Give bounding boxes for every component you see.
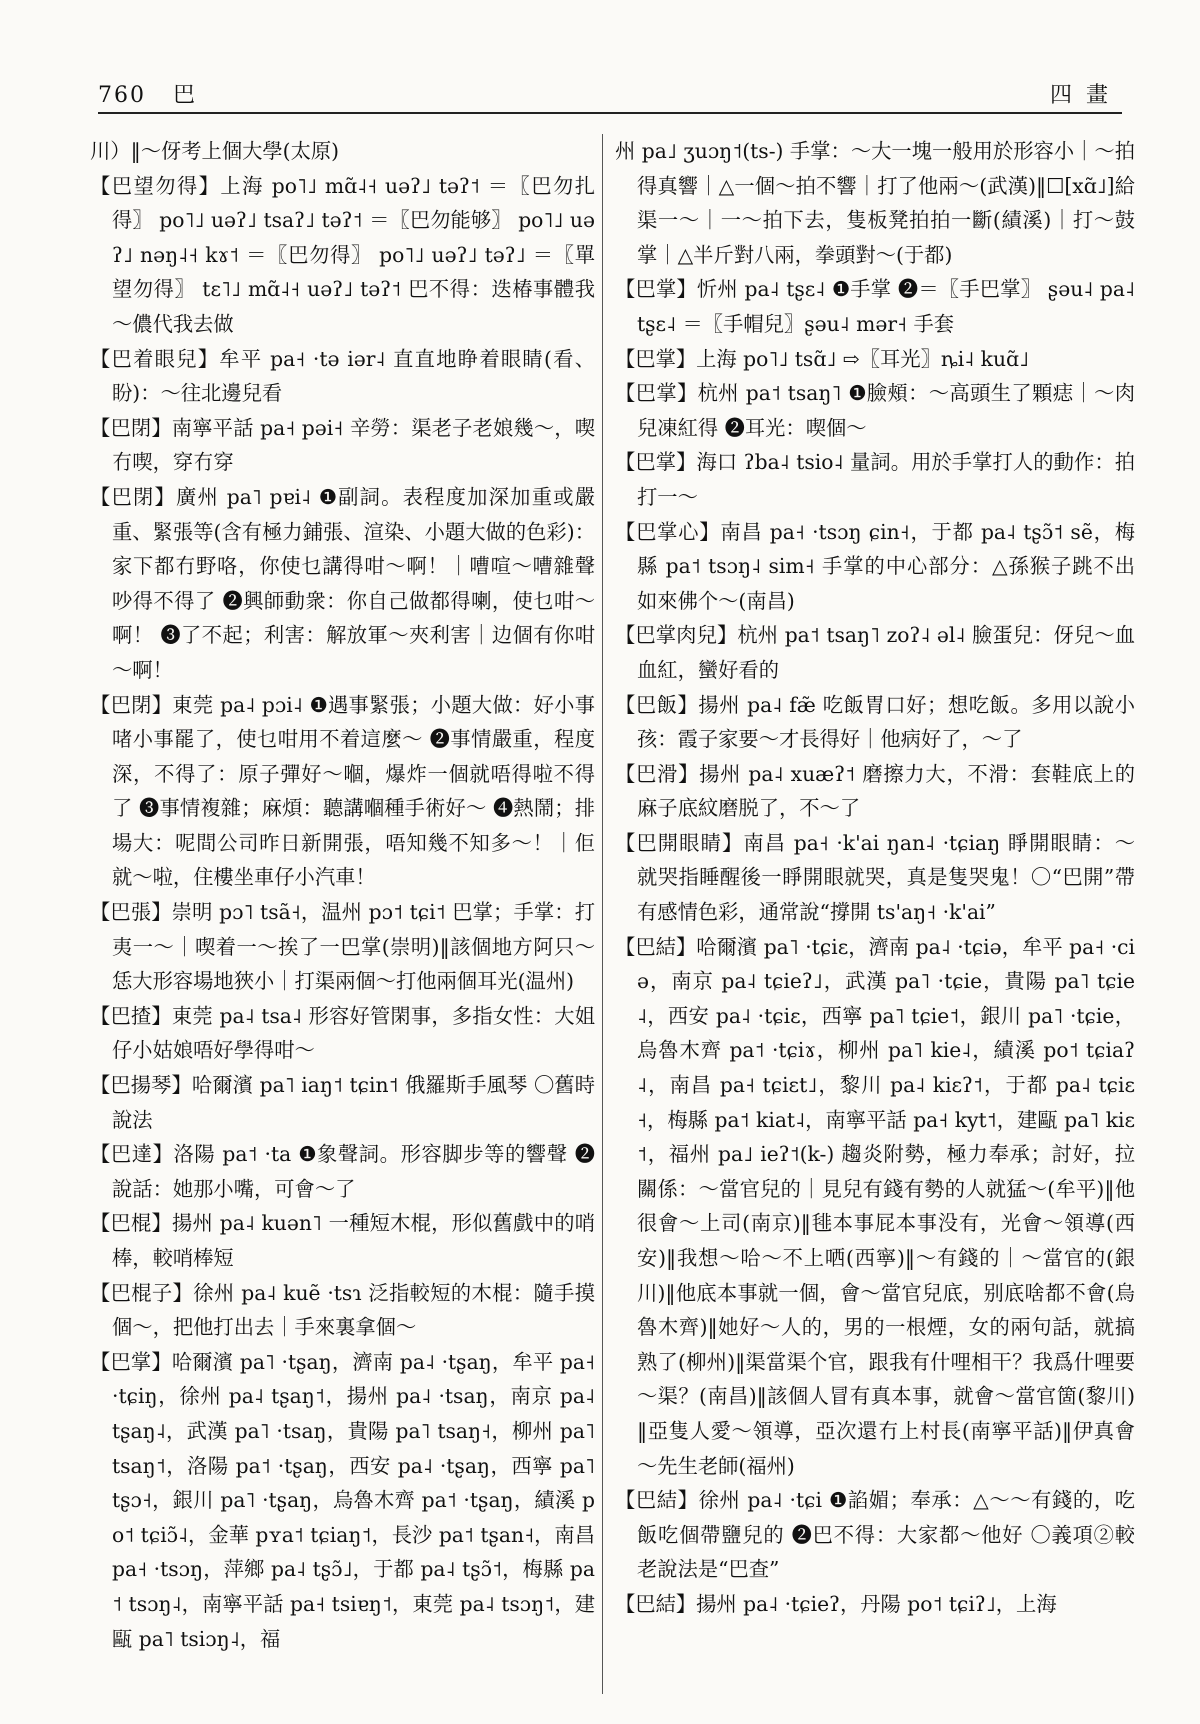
right-column [615,134,1135,1622]
dictionary-entry: 【巴閉】南寧平話 pa˧ pəi˧ 辛勞：渠老子老娘幾～，喫冇喫，穿冇穿 [90,415,595,475]
page-number: 760 [98,83,146,108]
dictionary-entry: 【巴棍】揚州 pa˨ kuən˥ 一種短木棍，形似舊戲中的哨棒，較哨棒短 [90,1211,595,1270]
head-character: 巴 [173,83,198,108]
dictionary-entry: 【巴掌心】南昌 pa˧ ·tsɔŋ ɕin˧，于都 pa˨ tʂɔ̃˦ sẽ，梅縣 pa˦ tsɔŋ˨ sim˧ 手掌的中心部分：△孫猴子跳不出如來佛个～(南昌) [615,519,1135,613]
dictionary-entry: 川）‖～伢考上個大學(太原) [90,139,340,163]
dictionary-entry: 【巴掌】忻州 pa˨ tʂɛ˨ ❶手掌 ❷＝〖手巴掌〗 ʂəu˨ pa˨ tʂɛ˨ ＝〖手帽兒〗ʂəu˨ mər˧ 手套 [615,277,1135,336]
dictionary-entry: 【巴開眼睛】南昌 pa˧ ·k'ai ŋan˨ ·tɕiaŋ 睜開眼睛：～就哭指睡醒後一睜開眼就哭，真是隻哭鬼！〇“巴開”帶有感情色彩，通常說“撐開 ts'aŋ˧ ·k'ai” [615,830,1135,925]
dictionary-entry: 【巴揚琴】哈爾濱 pa˥ iaŋ˦ tɕin˦ 俄羅斯手風琴 〇舊時說法 [90,1073,595,1132]
dictionary-entry: 【巴達】洛陽 pa˦ ·ta ❶象聲詞。形容脚步等的響聲 ❷說話：她那小嘴，可會～了 [90,1142,595,1201]
dictionary-entry: 【巴閉】東莞 pa˨ pɔi˨ ❶遇事緊張；小題大做：好小事啫小事罷了，使乜咁用不着這麼～ ❷事情嚴重，程度深，不得了：原子彈好～嗰，爆炸一個就唔得啦不得了 ❸事情複雜；麻煩：聽講嗰種手術好～ ❹熱鬧；排場大：呢間公司昨日新開張，唔知幾不知多～！｜佢就～啦，住樓坐車仔小汽車！ [90,692,595,890]
dictionary-entry: 【巴結】揚州 pa˨ ·tɕieʔ，丹陽 po˦ tɕiʔ˩，上海 [615,1591,1057,1616]
dictionary-entry: 州 pa˩ ʒuɔŋ˦(ts-) 手掌：～大一塊一般用於形容小｜～拍得真響｜△一個～拍不響｜打了他兩～(武漢)‖☐[xɑ̃˩]給渠一～｜一～拍下去，隻板凳拍拍一斷(績溪)｜打～鼓掌｜△半斤對八兩，拳頭對～(于都) [615,139,1135,267]
dictionary-entry: 【巴張】崇明 pɔ˥ tsã˧，温州 pɔ˦ tɕi˦ 巴掌；手掌：打夷一～｜喫着一～挨了一巴掌(崇明)‖該個地方阿只～恁大形容場地狹小｜打渠兩個～打他兩個耳光(温州) [90,900,595,994]
dictionary-entry: 【巴掌】上海 po˥˩ tsɑ̃˩ ⇨〖耳光〗ȵi˨ kuɑ̃˩ [615,346,1030,371]
dictionary-entry: 【巴掌】哈爾濱 pa˥ ·tʂaŋ，濟南 pa˨ ·tʂaŋ，牟平 pa˧ ·tɕiŋ，徐州 pa˨ tʂaŋ˦，揚州 pa˨ ·tsaŋ，南京 pa˨ tʂaŋ˨，武漢 pa˥ ·tsaŋ，貴陽 pa˥ tsaŋ˧，柳州 pa˥ tsaŋ˦，洛陽 pa˦ ·tʂaŋ，西安 pa˨ ·tʂaŋ，西寧 pa˥ tʂɔ˧，銀川 pa˥ ·tʂaŋ，烏魯木齊 pa˦ ·tʂaŋ，績溪 po˦ tɕiɔ̃˨，金華 pʏa˦ tɕiaŋ˦，長沙 pa˦ tʂan˧，南昌 pa˧ ·tsɔŋ，萍鄉 pa˨ tʂɔ̃˩，于都 pa˨ tʂɔ̃˦，梅縣 pa˦ tsɔŋ˨，南寧平話 pa˧ tsiɐŋ˦，東莞 pa˨ tsɔŋ˦，建甌 pa˥ tsiɔŋ˨，福 [90,1349,595,1651]
page-header [98,78,1122,114]
left-column [90,134,595,1656]
section-title: 四畫 [1049,83,1122,108]
dictionary-entry: 【巴滑】揚州 pa˨ xuæʔ˦ 磨擦力大，不滑：套鞋底上的麻子底紋磨脱了，不～了 [615,761,1135,821]
dictionary-entry: 【巴望勿得】上海 po˥˩ mɑ̃˨˧ uəʔ˩ təʔ˦ ＝〖巴勿扎得〗 po˥˩ uəʔ˩ tsaʔ˩ təʔ˦ ＝〖巴勿能够〗 po˥˩ uəʔ˩ nəŋ˨˧ kɤ˦ ＝〖巴勿得〗 po˥˩ uəʔ˩ təʔ˩ ＝〖單望勿得〗 tɛ˥˩ mɑ̃˨˧ uəʔ˩ təʔ˦ 巴不得：迭椿事體我～儂代我去做 [90,173,595,336]
dictionary-entry: 【巴結】哈爾濱 pa˥ ·tɕiɛ，濟南 pa˨ ·tɕiə，牟平 pa˧ ·ciə，南京 pa˨ tɕieʔ˩，武漢 pa˥ ·tɕie，貴陽 pa˥ tɕie˨，西安 pa˨ ·tɕiɛ，西寧 pa˥ tɕie˦，銀川 pa˥ ·tɕie，烏魯木齊 pa˦ ·tɕiɤ，柳州 pa˥ kie˨，績溪 po˦ tɕiaʔ˨，南昌 pa˧ tɕiɛt˩，黎川 pa˨ kiɛʔ˦，于都 pa˨ tɕiɛ˧，梅縣 pa˦ kiat˨，南寧平話 pa˧ kyt˦，建甌 pa˥ kiɛ˦，福州 pa˩ ieʔ˦(k-) 趨炎附勢，極力奉承；討好，拉關係：～當官兒的｜見兒有錢有勢的人就猛～(牟平)‖他很會～上司(南京)‖毴本事屁本事没有，光會～領導(西安)‖我想～哈～不上哂(西寧)‖～有錢的｜～當官的(銀川)‖他底本事就一個，會～當官兒底，别底啥都不會(烏魯木齊)‖她好～人的，男的一根煙，女的兩句話，就搞熟了(柳州)‖渠當渠个官，跟我有什哩相干？我爲什哩要～渠？(南昌)‖該個人冒有真本事，就會～當官箇(黎川)‖亞隻人愛～領導，亞次還冇上村長(南寧平話)‖伊真會～先生老師(福州) [615,934,1135,1478]
dictionary-entry: 【巴掌肉兒】杭州 pa˦ tsaŋ˥ zoʔ˨ əl˨ 臉蛋兒：伢兒～血血紅，蠻好看的 [615,623,1135,682]
dictionary-entry: 【巴閉】廣州 pa˥ pɐi˨ ❶副詞。表程度加深加重或嚴重、緊張等(含有極力鋪張、渲染、小題大做的色彩)：家下都冇野咯，你使乜講得咁～啊！｜嘈喧～嘈雜聲吵得不得了 ❷興師動衆：你自己做都得喇，使乜咁～啊！ ❸了不起；利害：解放軍～夾利害｜边個有你咁～啊！ [90,484,595,682]
header-left [98,78,215,109]
column-divider [602,134,603,1694]
dictionary-entry: 【巴掌】海口 ʔba˨ tsio˨ 量詞。用於手掌打人的動作：拍打一～ [615,450,1135,509]
dictionary-entry: 【巴揸】東莞 pa˨ tsa˨ 形容好管閑事，多指女性：大姐仔小姑娘唔好學得咁～ [90,1003,595,1063]
dictionary-entry: 【巴棍子】徐州 pa˨ kuẽ ·tsɿ 泛指較短的木棍：隨手摸個～，把他打出去｜手來裏拿個～ [90,1280,595,1340]
dictionary-entry: 【巴飯】揚州 pa˨ fæ̃ 吃飯胃口好；想吃飯。多用以說小孩：霞子家要～才長得好｜他病好了，～了 [615,692,1135,752]
header-rule [98,112,1122,114]
dictionary-entry: 【巴結】徐州 pa˨ ·tɕi ❶諂媚；奉承：△～～有錢的，吃飯吃個帶鹽兒的 ❷巴不得：大家都～他好 〇義項②較老說法是“巴查” [615,1488,1135,1582]
dictionary-entry: 【巴掌】杭州 pa˦ tsaŋ˥ ❶臉頰：～高頭生了顆痣｜～肉兒凍紅得 ❷耳光：喫個～ [615,381,1135,440]
dictionary-entry: 【巴着眼兒】牟平 pa˧ ·tə iər˨ 直直地睁着眼睛(看、盼)：～往北邊兒看 [90,346,595,406]
